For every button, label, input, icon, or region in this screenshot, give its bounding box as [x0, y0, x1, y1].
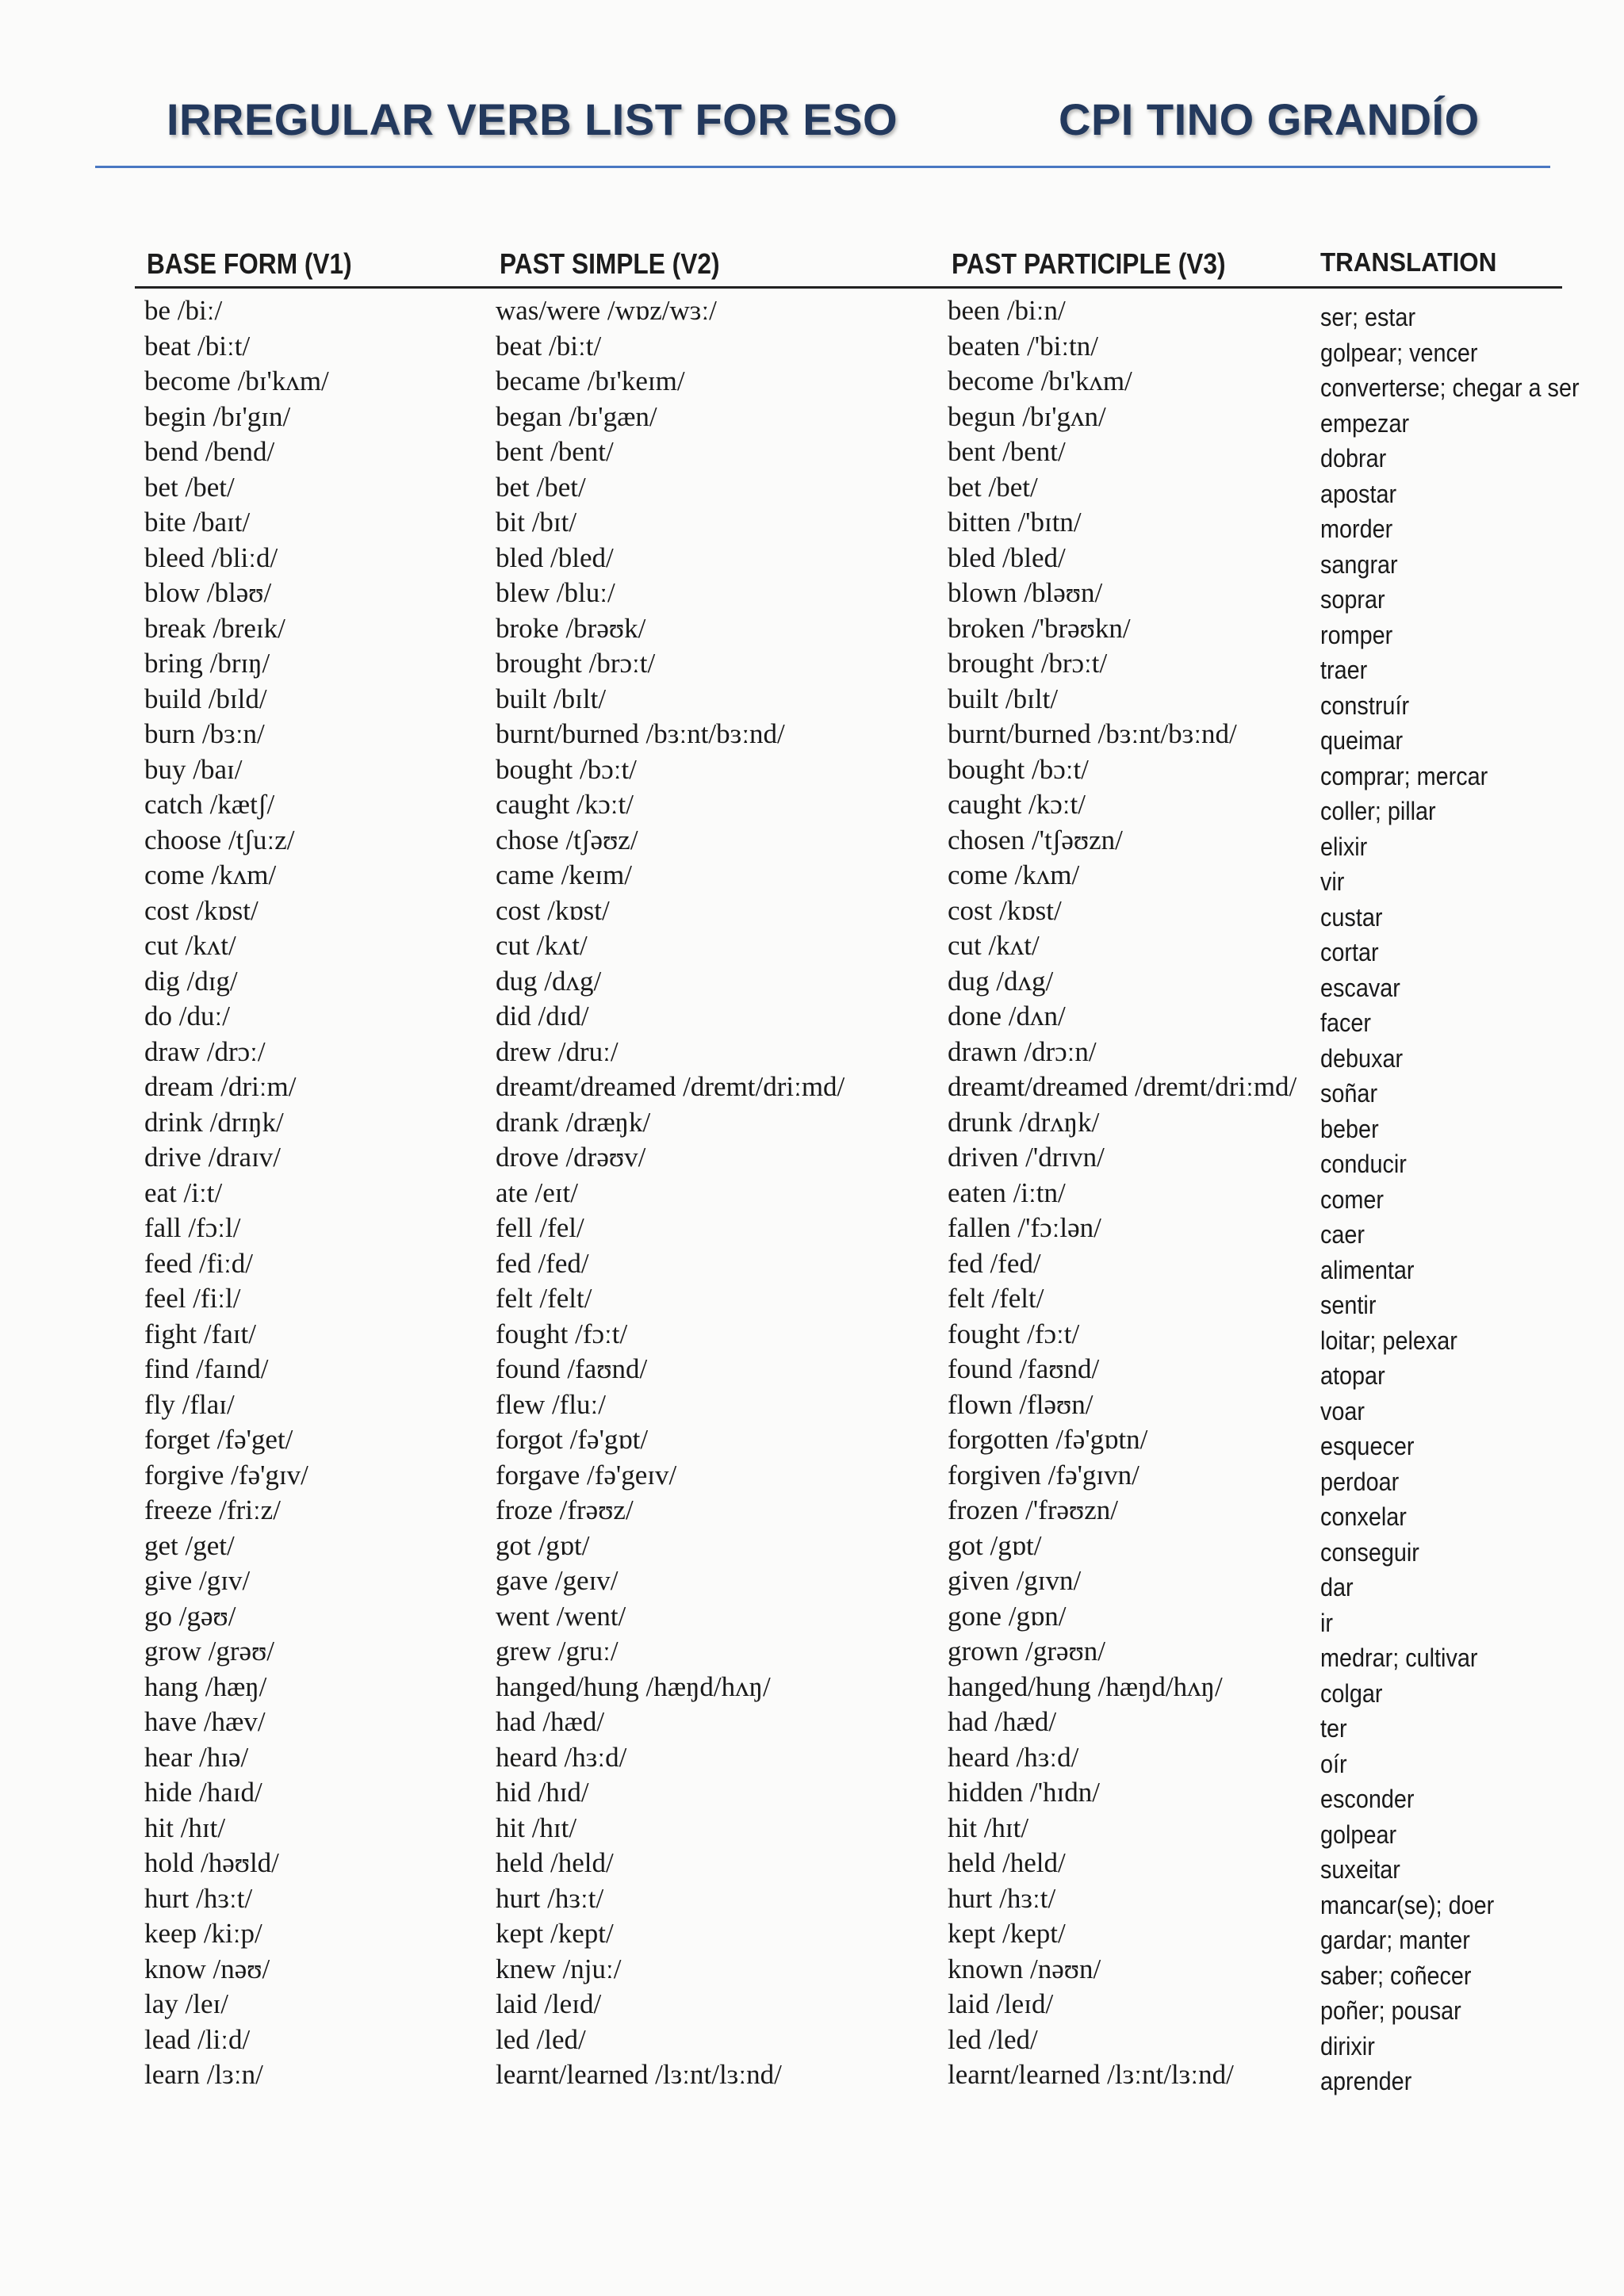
base-form-cell: learn /lɜːn/ [144, 2059, 263, 2090]
past-simple-cell: had /hæd/ [496, 1706, 605, 1737]
base-form-cell: draw /drɔː/ [144, 1035, 266, 1067]
base-form-cell: hold /həʊld/ [144, 1847, 279, 1878]
past-participle-cell: come /kʌm/ [948, 859, 1080, 890]
base-form-cell: grow /grəʊ/ [144, 1636, 275, 1667]
past-participle-cell: blown /bləʊn/ [948, 577, 1103, 608]
translation-cell: sentir [1320, 1291, 1377, 1319]
past-simple-cell: kept /kept/ [496, 1918, 614, 1949]
past-participle-cell: learnt/learned /lɜːnt/lɜːnd/ [948, 2059, 1234, 2090]
table-row [135, 541, 1602, 579]
past-simple-cell: ate /eɪt/ [496, 1177, 578, 1208]
column-header-base-form: BASE FORM (V1) [147, 247, 352, 280]
past-simple-cell: brought /brɔːt/ [496, 648, 656, 679]
base-form-cell: hurt /hɜːt/ [144, 1882, 253, 1914]
base-form-cell: break /breɪk/ [144, 612, 285, 644]
table-row [135, 1246, 1602, 1282]
translation-cell: conducir [1320, 1150, 1407, 1178]
table-row [135, 1458, 1602, 1494]
translation-cell: ir [1320, 1608, 1333, 1637]
past-participle-cell: found /faʊnd/ [948, 1353, 1100, 1384]
table-row [135, 1317, 1602, 1353]
past-simple-cell: was/were /wɒz/wɜː/ [496, 295, 717, 326]
base-form-cell: beat /biːt/ [144, 330, 251, 362]
translation-cell: soprar [1320, 585, 1385, 614]
past-simple-cell: bit /bɪt/ [496, 507, 577, 538]
translation-cell: poñer; pousar [1320, 1996, 1461, 2025]
school-name: CPI TINO GRANDÍO [1059, 94, 1480, 144]
translation-cell: morder [1320, 515, 1393, 543]
translation-cell: escavar [1320, 973, 1400, 1002]
past-simple-cell: fought /fɔːt/ [496, 1318, 628, 1349]
past-simple-cell: beat /biːt/ [496, 330, 602, 362]
past-simple-cell: hid /hɪd/ [496, 1777, 589, 1808]
past-simple-cell: fed /fed/ [496, 1247, 589, 1279]
past-participle-cell: become /bɪ'kʌm/ [948, 365, 1132, 396]
translation-cell: suxeitar [1320, 1855, 1400, 1884]
table-row [135, 1705, 1602, 1743]
past-simple-cell: bought /bɔːt/ [496, 753, 637, 785]
base-form-cell: lay /leɪ/ [144, 1988, 228, 2019]
past-participle-cell: frozen /'frəʊzn/ [948, 1494, 1118, 1525]
base-form-cell: have /hæv/ [144, 1706, 266, 1737]
past-participle-cell: fed /fed/ [948, 1247, 1041, 1279]
translation-cell: debuxar [1320, 1043, 1404, 1073]
table-row [135, 576, 1602, 614]
translation-cell: alimentar [1320, 1255, 1415, 1284]
base-form-cell: bend /bend/ [144, 436, 275, 467]
table-row [135, 1493, 1602, 1529]
translation-cell: caer [1320, 1220, 1365, 1249]
base-form-cell: drive /draɪv/ [144, 1142, 282, 1173]
past-participle-cell: beaten /'biːtn/ [948, 330, 1099, 362]
base-form-cell: bleed /bliːd/ [144, 541, 278, 573]
translation-cell: gardar; manter [1320, 1926, 1470, 1954]
verb-table [135, 238, 1602, 2093]
base-form-cell: drink /drɪŋk/ [144, 1106, 284, 1138]
translation-cell: aprender [1320, 2067, 1412, 2095]
past-simple-cell: began /bɪ'gæn/ [496, 400, 657, 432]
translation-cell: elixir [1320, 832, 1368, 861]
past-participle-cell: bought /bɔːt/ [948, 753, 1089, 785]
table-row [135, 752, 1602, 788]
table-row [135, 293, 1602, 329]
translation-cell: apostar [1320, 479, 1397, 508]
translation-cell: converterse; chegar a ser [1320, 373, 1580, 402]
past-participle-cell: had /hæd/ [948, 1706, 1057, 1737]
past-simple-cell: bent /bent/ [496, 436, 614, 467]
base-form-cell: fall /fɔːl/ [144, 1212, 241, 1243]
table-row [135, 823, 1602, 859]
past-participle-cell: cut /kʌt/ [948, 930, 1040, 961]
past-simple-cell: held /held/ [496, 1847, 614, 1878]
past-simple-cell: came /keɪm/ [496, 859, 633, 890]
table-row [135, 787, 1602, 823]
past-participle-cell: begun /bɪ'gʌn/ [948, 400, 1106, 432]
table-row [135, 1281, 1602, 1317]
past-participle-cell: burnt/burned /bɜːnt/bɜːnd/ [948, 718, 1237, 749]
past-simple-cell: hanged/hung /hæŋd/hʌŋ/ [496, 1670, 771, 1702]
table-row [135, 2022, 1602, 2061]
table-row [135, 1422, 1602, 1458]
table-row [135, 611, 1602, 647]
past-simple-cell: learnt/learned /lɜːnt/lɜːnd/ [496, 2059, 782, 2090]
column-header-past-participle: PAST PARTICIPLE (V3) [952, 247, 1226, 280]
past-simple-cell: forgot /fə'gɒt/ [496, 1424, 649, 1455]
table-row [135, 1987, 1602, 2025]
header-divider [95, 166, 1550, 168]
table-row [135, 682, 1602, 718]
base-form-cell: fight /faɪt/ [144, 1318, 256, 1349]
translation-cell: dobrar [1320, 444, 1387, 473]
past-participle-cell: fallen /'fɔːlən/ [948, 1212, 1101, 1243]
base-form-cell: cost /kɒst/ [144, 894, 259, 926]
base-form-cell: lead /liːd/ [144, 2023, 251, 2055]
table-row [135, 1035, 1602, 1073]
past-participle-cell: flown /fləʊn/ [948, 1388, 1094, 1420]
table-row [135, 894, 1602, 932]
past-simple-cell: bet /bet/ [496, 471, 586, 503]
base-form-cell: hide /haɪd/ [144, 1777, 262, 1808]
past-simple-cell: found /faʊnd/ [496, 1353, 648, 1384]
translation-cell: empezar [1320, 408, 1410, 438]
translation-cell: sangrar [1320, 549, 1398, 579]
past-participle-cell: kept /kept/ [948, 1918, 1066, 1949]
translation-cell: dirixir [1320, 2031, 1375, 2061]
past-participle-cell: eaten /iːtn/ [948, 1177, 1066, 1208]
table-row [135, 1670, 1602, 1708]
header-rule [135, 286, 1562, 289]
table-row [135, 1599, 1602, 1635]
past-participle-cell: led /led/ [948, 2023, 1038, 2055]
past-participle-cell: known /nəʊn/ [948, 1953, 1101, 1984]
past-participle-cell: dreamt/dreamed /dremt/driːmd/ [948, 1071, 1297, 1102]
base-form-cell: be /biː/ [144, 295, 223, 326]
translation-cell: queimar [1320, 726, 1404, 755]
translation-cell: dar [1320, 1573, 1354, 1601]
translation-cell: coller; pillar [1320, 797, 1436, 825]
past-participle-cell: felt /felt/ [948, 1283, 1044, 1314]
past-simple-cell: burnt/burned /bɜːnt/bɜːnd/ [496, 718, 785, 749]
translation-cell: mancar(se); doer [1320, 1890, 1495, 1919]
table-row [135, 1881, 1602, 1917]
translation-cell: oír [1320, 1749, 1347, 1778]
past-participle-cell: been /biːn/ [948, 295, 1066, 326]
past-simple-cell: gave /geɪv/ [496, 1565, 619, 1596]
past-simple-cell: bled /bled/ [496, 541, 614, 573]
past-simple-cell: caught /kɔːt/ [496, 789, 634, 820]
past-simple-cell: hit /hɪt/ [496, 1812, 577, 1843]
base-form-cell: buy /baɪ/ [144, 753, 243, 785]
past-simple-cell: heard /hɜːd/ [496, 1741, 627, 1773]
base-form-cell: freeze /friːz/ [144, 1494, 281, 1525]
translation-cell: traer [1320, 656, 1368, 684]
translation-cell: cortar [1320, 938, 1379, 966]
past-simple-cell: did /dɪd/ [496, 1001, 589, 1031]
past-participle-cell: forgiven /fə'gɪvn/ [948, 1459, 1139, 1490]
translation-cell: golpear [1320, 1820, 1397, 1849]
base-form-cell: fly /flaɪ/ [144, 1388, 235, 1420]
translation-cell: ter [1320, 1714, 1347, 1743]
base-form-cell: get /get/ [144, 1529, 235, 1561]
past-simple-cell: grew /gruː/ [496, 1636, 619, 1667]
table-row [135, 1916, 1602, 1952]
past-simple-cell: hurt /hɜːt/ [496, 1882, 604, 1914]
past-participle-cell: bled /bled/ [948, 541, 1066, 573]
base-form-cell: burn /bɜːn/ [144, 718, 265, 749]
past-participle-cell: hidden /'hɪdn/ [948, 1777, 1100, 1808]
past-simple-cell: became /bɪ'keɪm/ [496, 365, 685, 396]
past-participle-cell: grown /grəʊn/ [948, 1636, 1106, 1667]
table-row [135, 1211, 1602, 1249]
table-row [135, 928, 1602, 964]
table-row [135, 964, 1602, 1000]
column-header-translation: TRANSLATION [1320, 247, 1497, 277]
base-form-cell: dig /dɪg/ [144, 965, 238, 997]
past-participle-cell: dug /dʌg/ [948, 965, 1054, 997]
base-form-cell: hang /hæŋ/ [144, 1670, 267, 1702]
past-simple-cell: broke /brəʊk/ [496, 612, 646, 644]
table-row [135, 1352, 1602, 1390]
translation-cell: custar [1320, 902, 1383, 932]
past-simple-cell: flew /fluː/ [496, 1388, 606, 1420]
table-row [135, 434, 1602, 473]
table-row [135, 364, 1602, 400]
translation-cell: beber [1320, 1114, 1379, 1143]
translation-cell: romper [1320, 620, 1393, 649]
translation-cell: vir [1320, 867, 1345, 896]
base-form-cell: bring /brɪŋ/ [144, 648, 270, 679]
base-form-cell: hear /hɪə/ [144, 1741, 249, 1773]
translation-cell: esquecer [1320, 1432, 1415, 1460]
table-row [135, 1563, 1602, 1599]
base-form-cell: feel /fiːl/ [144, 1283, 241, 1314]
past-simple-cell: drew /druː/ [496, 1035, 619, 1067]
translation-cell: medrar; cultivar [1320, 1644, 1478, 1672]
translation-cell: atopar [1320, 1361, 1385, 1390]
past-participle-cell: laid /leɪd/ [948, 1988, 1054, 2019]
base-form-cell: catch /kætʃ/ [144, 789, 275, 820]
past-simple-cell: chose /tʃəʊz/ [496, 824, 638, 855]
translation-cell: golpear; vencer [1320, 338, 1478, 367]
past-simple-cell: fell /fel/ [496, 1212, 584, 1243]
past-participle-cell: caught /kɔːt/ [948, 789, 1086, 820]
table-row [135, 717, 1602, 755]
translation-cell: conxelar [1320, 1502, 1407, 1531]
table-row [135, 505, 1602, 541]
past-participle-cell: drunk /drʌŋk/ [948, 1106, 1100, 1138]
base-form-cell: become /bɪ'kʌm/ [144, 365, 329, 396]
past-participle-cell: bet /bet/ [948, 471, 1038, 503]
table-row [135, 1140, 1602, 1176]
translation-cell: facer [1320, 1008, 1372, 1037]
translation-cell: loitar; pelexar [1320, 1326, 1457, 1355]
base-form-cell: dream /driːm/ [144, 1071, 297, 1102]
table-row [135, 2057, 1602, 2093]
past-participle-cell: fought /fɔːt/ [948, 1318, 1080, 1349]
past-participle-cell: cost /kɒst/ [948, 894, 1062, 926]
past-participle-cell: heard /hɜːd/ [948, 1741, 1079, 1773]
translation-cell: voar [1320, 1396, 1365, 1425]
table-row [135, 1070, 1602, 1108]
past-simple-cell: felt /felt/ [496, 1283, 592, 1314]
table-row [135, 1529, 1602, 1567]
past-simple-cell: blew /bluː/ [496, 577, 615, 608]
base-form-cell: come /kʌm/ [144, 859, 277, 890]
table-row [135, 1952, 1602, 1988]
past-simple-cell: went /went/ [496, 1600, 626, 1632]
past-participle-cell: driven /'drɪvn/ [948, 1142, 1105, 1173]
base-form-cell: blow /bləʊ/ [144, 577, 272, 608]
past-participle-cell: brought /brɔːt/ [948, 648, 1108, 679]
past-participle-cell: given /gɪvn/ [948, 1565, 1082, 1596]
base-form-cell: build /bɪld/ [144, 683, 267, 714]
past-simple-cell: forgave /fə'geɪv/ [496, 1459, 677, 1490]
base-form-cell: know /nəʊ/ [144, 1953, 270, 1984]
past-participle-cell: broken /'brəʊkn/ [948, 612, 1131, 644]
past-simple-cell: drank /dræŋk/ [496, 1106, 651, 1138]
past-participle-cell: gone /gɒn/ [948, 1600, 1067, 1632]
table-row [135, 329, 1602, 365]
table-row [135, 1811, 1602, 1849]
base-form-cell: feed /fiːd/ [144, 1247, 254, 1279]
table-row [135, 646, 1602, 682]
past-participle-cell: forgotten /fə'gɒtn/ [948, 1424, 1148, 1455]
base-form-cell: find /faɪnd/ [144, 1353, 269, 1384]
past-simple-cell: drove /drəʊv/ [496, 1142, 646, 1173]
past-simple-cell: knew /njuː/ [496, 1953, 622, 1984]
past-participle-cell: built /bɪlt/ [948, 683, 1059, 714]
past-participle-cell: got /gɒt/ [948, 1529, 1042, 1561]
past-participle-cell: done /dʌn/ [948, 1001, 1066, 1031]
translation-cell: saber; coñecer [1320, 1961, 1472, 1990]
past-participle-cell: bent /bent/ [948, 436, 1066, 467]
table-row [135, 1775, 1602, 1811]
table-header [135, 238, 1602, 287]
translation-cell: comer [1320, 1184, 1385, 1214]
past-simple-cell: got /gɒt/ [496, 1529, 590, 1561]
translation-cell: perdoar [1320, 1467, 1400, 1496]
past-simple-cell: laid /leɪd/ [496, 1988, 602, 2019]
translation-cell: comprar; mercar [1320, 761, 1488, 790]
column-header-past-simple: PAST SIMPLE (V2) [500, 247, 720, 280]
base-form-cell: go /gəʊ/ [144, 1600, 236, 1632]
table-body [135, 293, 1602, 2093]
table-row [135, 1387, 1602, 1423]
base-form-cell: forget /fə'get/ [144, 1424, 293, 1455]
table-row [135, 999, 1602, 1035]
past-simple-cell: dug /dʌg/ [496, 965, 602, 997]
past-simple-cell: cut /kʌt/ [496, 930, 588, 961]
translation-cell: construír [1320, 691, 1410, 720]
base-form-cell: give /gɪv/ [144, 1565, 251, 1596]
past-simple-cell: dreamt/dreamed /dremt/driːmd/ [496, 1071, 845, 1102]
base-form-cell: cut /kʌt/ [144, 930, 236, 961]
translation-cell: conseguir [1320, 1537, 1419, 1567]
table-row [135, 1176, 1602, 1214]
past-participle-cell: hanged/hung /hæŋd/hʌŋ/ [948, 1670, 1223, 1702]
past-participle-cell: hurt /hɜːt/ [948, 1882, 1056, 1914]
table-row [135, 400, 1602, 438]
base-form-cell: keep /kiːp/ [144, 1918, 262, 1949]
table-row [135, 1105, 1602, 1141]
table-row [135, 1634, 1602, 1670]
past-simple-cell: led /led/ [496, 2023, 586, 2055]
base-form-cell: bet /bet/ [144, 471, 235, 503]
base-form-cell: do /duː/ [144, 1001, 230, 1031]
past-simple-cell: cost /kɒst/ [496, 894, 610, 926]
past-participle-cell: bitten /'bɪtn/ [948, 507, 1082, 538]
past-participle-cell: drawn /drɔːn/ [948, 1035, 1097, 1067]
base-form-cell: choose /tʃuːz/ [144, 824, 295, 855]
base-form-cell: hit /hɪt/ [144, 1812, 226, 1843]
table-row [135, 1740, 1602, 1776]
past-participle-cell: chosen /'tʃəʊzn/ [948, 824, 1123, 855]
table-row [135, 470, 1602, 506]
table-row [135, 1846, 1602, 1884]
past-participle-cell: held /held/ [948, 1847, 1066, 1878]
translation-cell: esconder [1320, 1785, 1415, 1813]
past-simple-cell: built /bɪlt/ [496, 683, 607, 714]
translation-cell: soñar [1320, 1079, 1378, 1108]
past-simple-cell: froze /frəʊz/ [496, 1494, 634, 1525]
base-form-cell: begin /bɪ'gɪn/ [144, 400, 291, 432]
translation-cell: colgar [1320, 1678, 1383, 1708]
base-form-cell: eat /iːt/ [144, 1177, 223, 1208]
document-title: IRREGULAR VERB LIST FOR ESO [167, 94, 898, 144]
past-participle-cell: hit /hɪt/ [948, 1812, 1029, 1843]
base-form-cell: forgive /fə'gɪv/ [144, 1459, 308, 1490]
translation-cell: ser; estar [1320, 303, 1416, 331]
base-form-cell: bite /baɪt/ [144, 507, 251, 538]
table-row [135, 858, 1602, 894]
